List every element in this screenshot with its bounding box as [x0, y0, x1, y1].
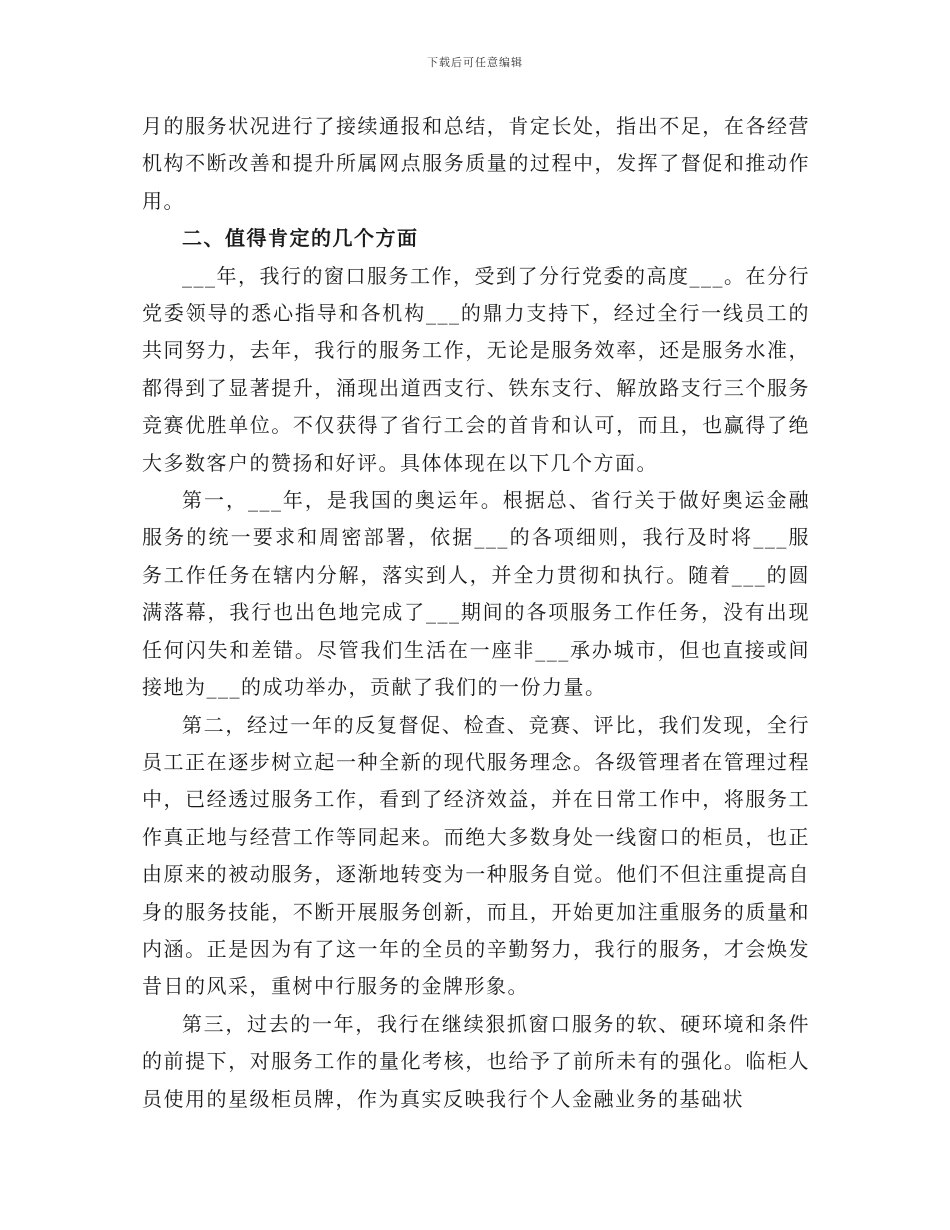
document-body [142, 108, 810, 1118]
paragraph-intro: ___年，我行的窗口服务工作，受到了分行党委的高度___。在分行党委领导的悉心指导和各机构___的鼎力支持下，经过全行一线员工的共同努力，去年，我行的服务工作，无论是服务效率，还是服务水准，都得到了显著提升，涌现出道西支行、铁东支行、解放路支行三个服务竞赛优胜单位。不仅获得了省行工会的首肯和认可，而且，也赢得了绝大多数客户的赞扬和好评。具体体现在以下几个方面。 [142, 263, 810, 475]
paragraph-first: 第一，___年，是我国的奥运年。根据总、省行关于做好奥运金融服务的统一要求和周密部署，依据___的各项细则，我行及时将___服务工作任务在辖内分解，落实到人，并全力贯彻和执行。随着___的圆满落幕，我行也出色地完成了___期间的各项服务工作任务，没有出现任何闪失和差错。尽管我们生活在一座非___承办城市，但也直接或间接地为___的成功举办，贡献了我们的一份力量。 [142, 488, 810, 700]
paragraph-second: 第二，经过一年的反复督促、检查、竞赛、评比，我们发现，全行员工正在逐步树立起一种全新的现代服务理念。各级管理者在管理过程中，已经透过服务工作，看到了经济效益，并在日常工作中，将服务工作真正地与经营工作等同起来。而绝大多数身处一线窗口的柜员，也正由原来的被动服务，逐渐地转变为一种服务自觉。他们不但注重提高自身的服务技能，不断开展服务创新，而且，开始更加注重服务的质量和内涵。正是因为有了这一年的全员的辛勤努力，我行的服务，才会焕发昔日的风采，重树中行服务的金牌形象。 [142, 712, 810, 999]
paragraph-third: 第三，过去的一年，我行在继续狠抓窗口服务的软、硬环境和条件的前提下，对服务工作的量化考核，也给予了前所未有的强化。临柜人员使用的星级柜员牌，作为真实反映我行个人金融业务的基础状 [142, 1011, 810, 1111]
continuation-paragraph: 月的服务状况进行了接续通报和总结，肯定长处，指出不足，在各经营机构不断改善和提升所属网点服务质量的过程中，发挥了督促和推动作用。 [142, 114, 810, 213]
section-heading: 二、值得肯定的几个方面 [182, 226, 419, 251]
page-header: 下载后可任意编辑 [427, 56, 523, 69]
